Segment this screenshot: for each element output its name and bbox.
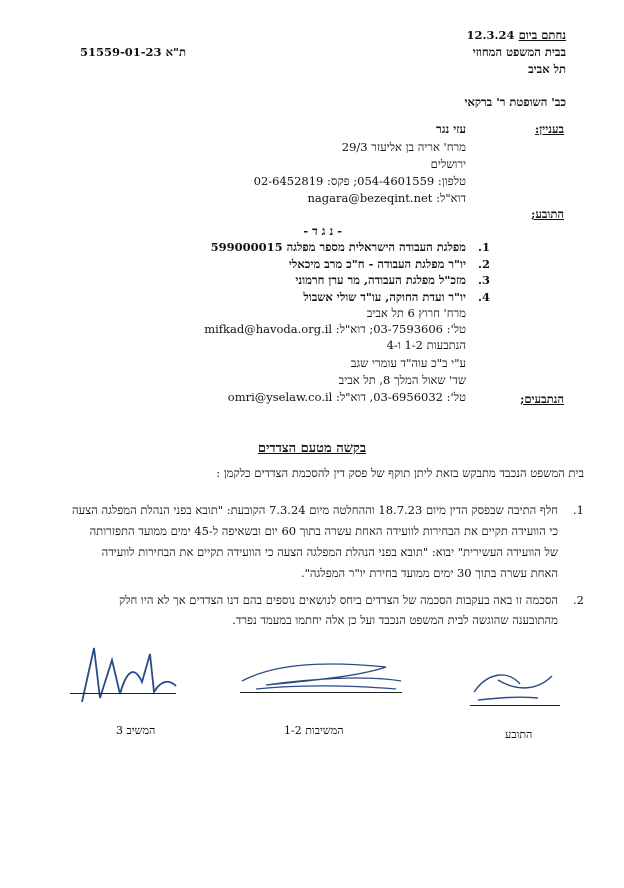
signature-line: [70, 693, 176, 694]
case-number: 51559-01-23: [80, 45, 162, 59]
defendant-number: 3.: [477, 273, 490, 287]
counsel-address: שד' שאול המלך 8, תל אביב: [338, 373, 466, 387]
plaintiff-email: דוא"ל: nagara@bezeqint.net: [307, 191, 466, 205]
signature-label: המשיב 3: [116, 724, 156, 737]
case-number-line: [80, 45, 186, 59]
intro-paragraph: בית המשפט הנכבד מתבקש בזאת ליתן תוקף של פסק דין להסכמת הצדדים כלקמן :: [216, 466, 584, 480]
defendant-item: [478, 240, 490, 254]
judge-name: כב' השופטת ר' ברקאי: [464, 95, 566, 109]
clause-number: 1.: [573, 503, 584, 517]
defendant-text: מפלגת העבודה הישראלית מספר מפלגה 599000015: [210, 240, 466, 254]
plaintiff-role: התובע;: [531, 207, 564, 221]
defendant-text: יו"ר מפלגת העבודה - ח"כ מרב מיכאלי: [288, 257, 466, 271]
respondents-note: הנתבעות 1-2 ו-4: [386, 338, 466, 352]
signature-line: [240, 692, 402, 693]
clause-line: כי הוועידה תקיים את הבחירות לוועידה האחת עשרה בתוך 60 יום ובשאיפה ל-45 ימים ממועד התפזרותה: [89, 524, 558, 538]
court-city: תל אביב: [528, 62, 566, 76]
case-label: ת"א: [165, 45, 186, 59]
matter-label: בעניין:: [535, 122, 564, 136]
clause-number: 2.: [573, 593, 584, 607]
defendant-text: יו"ר ועדת החוקה, עו"ד שולי אשבול: [303, 290, 466, 304]
defendants-role: הנתבעים;: [520, 392, 564, 406]
clause-line: של הוועידה העשירית" יבוא: "תובא בפני הנהלת המפלגה הצעה כי הוועידה תקיים את הבחירות לוועידה: [101, 545, 558, 559]
defendant-number: 2.: [477, 257, 490, 271]
clause-line: חלף התיבה שבפסק הדין מיום 18.7.23 וההחלטה מיום 7.3.24 הקובעת: "תובא בפני הנהלת המפלגה הצעה: [72, 503, 558, 517]
respondent3-signature: [70, 642, 180, 708]
plaintiff-address: מרח' אריה בן אליעזר 29/3: [341, 140, 466, 154]
signed-label: נחתם ביום: [518, 28, 566, 42]
counsel-phone: טל': 03-6956032, דוא"ל: omri@yselaw.co.il: [227, 390, 466, 404]
clause-line: האחת עשרה בתוך 30 ימים ממועד בחירת יו"ר המפלגה".: [300, 566, 558, 580]
clause-line: הסכמה זו באה בעקבות הסכמה של הצדדים ביחס לנושאים נוספים בהם דנו הצדדים אך לא היו חלק: [118, 593, 558, 607]
defendant-item: [478, 273, 490, 287]
versus-line: - נ ג ד -: [303, 224, 342, 238]
signature-line: [470, 705, 560, 706]
plaintiff-name: עזי נגר: [436, 122, 466, 136]
defendant-address: מרח' חרוץ 6 תל אביב: [366, 306, 466, 320]
defendant-text: מזכ"ל מפלגת העבודה, מר ערן חרמוני: [295, 273, 466, 287]
defendant-number: 4.: [477, 290, 490, 304]
signature-label: המשיבות 1-2: [284, 724, 344, 737]
defendant-item: [478, 290, 490, 304]
signature-label: התובע: [505, 728, 533, 741]
defendant-phone: טל': 03-7593606; דוא"ל: mifkad@havoda.org.il: [204, 322, 466, 336]
signed-date-line: [467, 28, 566, 42]
signed-date: 12.3.24: [466, 28, 515, 42]
clause-line: מהתובענה שהוגשה לבית המשפט הנכבד ועל כן אלה יחתמו במעמד נפרד.: [232, 613, 558, 627]
defendant-item: [478, 257, 490, 271]
court-name: בבית המשפט המחוזי: [472, 45, 566, 59]
counsel-name: ע"י ב"כ עוה"ד עומרי שגב: [350, 356, 466, 370]
defendant-number: 1.: [477, 240, 490, 254]
document-title: בקשה מטעם הצדדים: [257, 441, 367, 456]
plaintiff-phone: טלפון: 054-4601559; פקס: 02-6452819: [253, 174, 466, 188]
respondents-signature: [236, 655, 406, 705]
plaintiff-city: ירושלים: [430, 157, 466, 171]
